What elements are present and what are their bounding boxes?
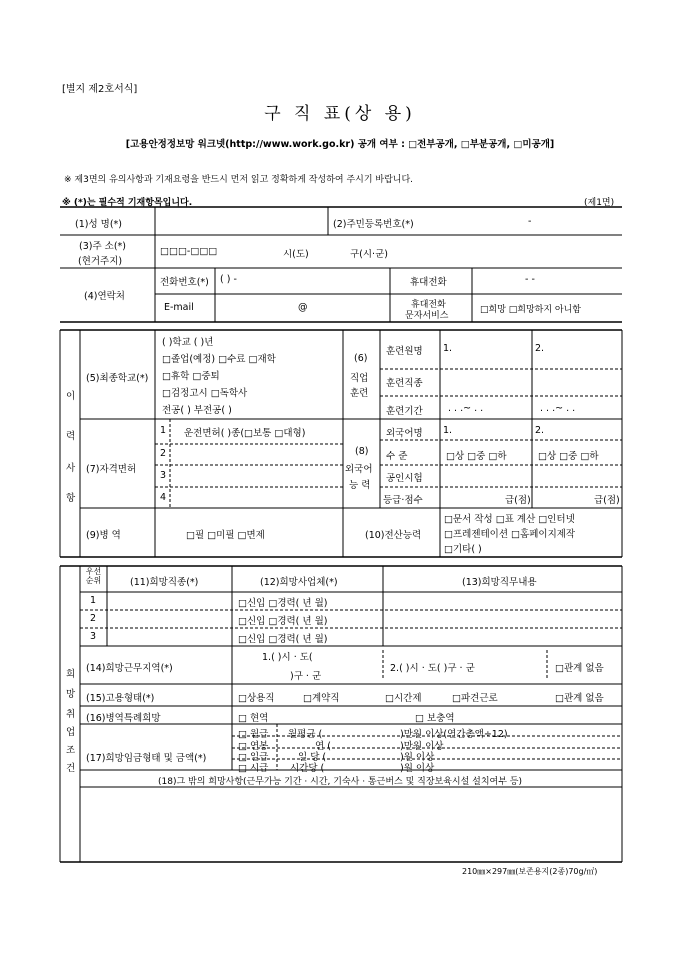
school-line-4[interactable]: □검정고시 □독학사 <box>162 388 248 399</box>
sms-sublabel: 문자서비스 <box>405 311 449 321</box>
instruction-note: ※ 제3면의 유의사항과 기재요령을 반드시 먼저 읽고 정확하게 작성하여 주시기 바랍니다. <box>64 175 414 185</box>
postal-code-field[interactable]: □□□-□□□ <box>160 246 218 257</box>
rank-2: 2 <box>90 613 97 624</box>
wage-hourly-item: 시간당 ( <box>290 763 325 774</box>
desired-business-label: (12)희망사업체(*) <box>260 577 338 588</box>
lang-level-label: 수 준 <box>386 451 408 462</box>
region-1-line1[interactable]: 1.( )시 · 도( <box>262 652 313 663</box>
form-title: 구 직 표(상 용) <box>264 104 416 124</box>
email-label: E-mail <box>164 302 194 313</box>
desired-side-3: 취 <box>66 709 76 720</box>
region-none[interactable]: □관계 없음 <box>555 663 604 674</box>
business-rank-1[interactable]: □신입 □경력( 년 월) <box>238 598 328 609</box>
desired-side-4: 업 <box>66 727 76 738</box>
computer-line-3[interactable]: □기타( ) <box>444 544 482 555</box>
other-wishes-label: (18)그 밖의 희망사항(근무가능 기간 · 시간, 기숙사 · 통근버스 및 직장보육시설 설치여부 등) <box>157 777 522 787</box>
license-row-2: 2 <box>160 448 167 459</box>
rank-1: 1 <box>90 595 97 606</box>
military-options[interactable]: □필 □미필 □면제 <box>186 530 265 541</box>
military-special-label: (16)병역특례희망 <box>86 713 161 724</box>
wage-label: (17)희망임금형태 및 금액(*) <box>86 753 207 764</box>
training-type-label: 훈련직종 <box>386 378 423 389</box>
publish-note: [고용안정정보망 워크넷(http://www.work.go.kr) 공개 여부 : □전부공개, □부분공개, □미공개] <box>125 139 555 150</box>
training-period-2[interactable]: . . .~ . . <box>540 403 576 414</box>
name-field[interactable] <box>160 210 325 232</box>
desired-side-1: 희 <box>66 669 76 680</box>
school-line-3[interactable]: □휴학 □중퇴 <box>162 371 220 382</box>
wage-daily-amount[interactable]: )원 이상 <box>400 752 435 763</box>
lang-grade-1[interactable]: 급(점) <box>505 495 531 506</box>
mobile-field[interactable]: - - <box>525 274 535 285</box>
page-number: (제1면) <box>584 198 615 208</box>
wage-daily-type[interactable]: □ 일급 <box>238 752 269 763</box>
military-special-active[interactable]: □ 현역 <box>238 713 269 724</box>
computer-line-2[interactable]: □프레젠테이션 □홈페이지제작 <box>444 529 576 540</box>
rank-3: 3 <box>90 631 97 642</box>
lang-col-1[interactable]: 1. <box>443 425 453 436</box>
wage-monthly-type[interactable]: □ 월급 <box>238 729 269 740</box>
sms-label: 휴대전화 <box>411 300 446 310</box>
training-period-1[interactable]: . . .~ . . <box>448 403 484 414</box>
email-field[interactable]: @ <box>298 302 308 313</box>
desired-duty-label: (13)희망직무내용 <box>462 577 537 588</box>
license-row-4: 4 <box>160 492 167 503</box>
desired-job-label: (11)희망직종(*) <box>130 577 199 588</box>
license-row-3: 3 <box>160 470 167 481</box>
paper-spec: 210㎜×297㎜(보존용지(2종)70g/㎡) <box>462 867 598 876</box>
desired-side-2: 망 <box>66 689 76 700</box>
wage-hourly-type[interactable]: □ 시급 <box>238 763 269 774</box>
driver-license-field[interactable]: 운전면허( )종(□보통 □대형) <box>184 428 306 439</box>
computer-label: (10)전산능력 <box>365 530 422 541</box>
lang-name-label: 외국어명 <box>386 428 423 439</box>
address-gu-label: 구(시·군) <box>350 249 388 260</box>
license-row-1: 1 <box>160 425 167 436</box>
wage-hourly-amount[interactable]: )원 이상 <box>400 763 435 774</box>
school-line-1[interactable]: ( )학교 ( )년 <box>162 337 214 348</box>
employ-none[interactable]: □관계 없음 <box>555 693 604 704</box>
other-wishes-field[interactable] <box>84 790 618 858</box>
training-col-2[interactable]: 2. <box>535 343 545 354</box>
address-label: (3)주 소(*) <box>79 241 126 252</box>
required-note: ※ (*)는 필수적 기재항목입니다. <box>62 198 193 208</box>
employ-dispatch[interactable]: □파견근로 <box>452 693 498 704</box>
history-side-3: 사 <box>66 463 76 474</box>
rrn-label: (2)주민등록번호(*) <box>333 219 414 230</box>
lang-label-3: 능 력 <box>349 480 371 491</box>
business-rank-2[interactable]: □신입 □경력( 년 월) <box>238 616 328 627</box>
training-period-label: 훈련기간 <box>386 406 423 417</box>
history-side-4: 항 <box>66 493 76 504</box>
desired-side-6: 건 <box>66 763 76 774</box>
training-label-3: 훈련 <box>350 388 369 399</box>
military-special-reserve[interactable]: □ 보충역 <box>415 713 455 724</box>
wage-annual-amount[interactable]: )만원 이상 <box>400 741 444 752</box>
lang-label-1: (8) <box>355 446 369 457</box>
employ-parttime[interactable]: □시간제 <box>385 693 422 704</box>
region-1-line2[interactable]: )구 · 군 <box>290 671 322 682</box>
rank-label: 우선 순위 <box>85 567 102 585</box>
region-label: (14)희망근무지역(*) <box>86 663 173 674</box>
wage-annual-item: 연 ( <box>315 741 331 752</box>
form-reference: [별지 제2호서식] <box>62 84 138 95</box>
wage-daily-item: 일 당 ( <box>298 752 327 763</box>
address-sublabel: (현거주지) <box>78 256 123 267</box>
wage-annual-type[interactable]: □ 연봉 <box>238 741 269 752</box>
training-label-1: (6) <box>354 353 368 364</box>
business-rank-3[interactable]: □신입 □경력( 년 월) <box>238 634 328 645</box>
school-line-2[interactable]: □졸업(예정) □수료 □재학 <box>162 354 276 365</box>
lang-grade-2[interactable]: 급(점) <box>594 495 620 506</box>
employment-label: (15)고용형태(*) <box>86 693 155 704</box>
lang-level-1[interactable]: □상 □중 □하 <box>446 451 507 462</box>
lang-level-2[interactable]: □상 □중 □하 <box>538 451 599 462</box>
mobile-label: 휴대전화 <box>410 277 447 288</box>
desired-side-5: 조 <box>66 745 76 756</box>
lang-col-2[interactable]: 2. <box>535 425 545 436</box>
region-2[interactable]: 2.( )시 · 도( )구 · 군 <box>390 663 475 674</box>
wage-monthly-item: 월평균 ( <box>288 729 323 740</box>
history-side-2: 력 <box>66 431 76 442</box>
sms-options[interactable]: □희망 □희망하지 아니함 <box>480 305 581 315</box>
wage-monthly-amount[interactable]: )만원 이상(연간총액÷12) <box>400 729 508 740</box>
employ-regular[interactable]: □상용직 <box>238 693 275 704</box>
rrn-field[interactable]: - <box>528 216 532 227</box>
address-si-label: 시(도) <box>283 249 309 260</box>
phone-label: 전화번호(*) <box>160 277 209 288</box>
military-label: (9)병 역 <box>86 530 121 541</box>
training-name-label: 훈련원명 <box>386 346 423 357</box>
contact-label: (4)연락처 <box>84 291 125 302</box>
employ-contract[interactable]: □계약직 <box>303 693 340 704</box>
history-side-1: 이 <box>66 391 76 402</box>
lang-test-label: 공인시험 <box>386 473 423 484</box>
name-label: (1)성 명(*) <box>75 219 122 230</box>
computer-line-1[interactable]: □문서 작성 □표 계산 □인터넷 <box>444 514 575 525</box>
school-major[interactable]: 전공( ) 부전공( ) <box>162 405 232 416</box>
lang-label-2: 외국어 <box>345 464 373 475</box>
license-label: (7)자격면허 <box>86 464 137 475</box>
training-label-2: 직업 <box>350 373 369 384</box>
lang-grade-label: 등급·점수 <box>383 495 423 506</box>
training-col-1[interactable]: 1. <box>443 343 453 354</box>
phone-field[interactable]: ( ) - <box>220 274 237 285</box>
school-label: (5)최종학교(*) <box>86 373 149 384</box>
